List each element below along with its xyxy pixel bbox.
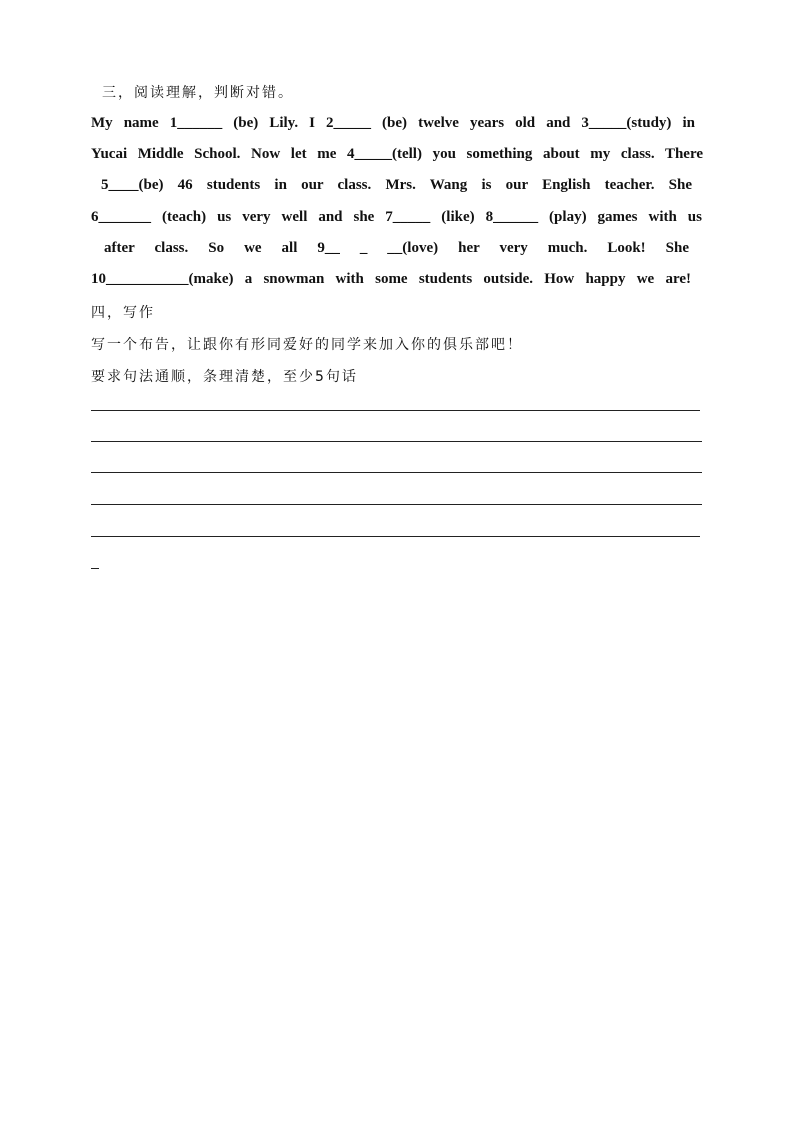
writing-line-end-mark [91,568,99,569]
passage-line-6: 10___________(make) a snowman with some students outside. How happy we are! [91,271,691,287]
section-4-heading: 四，写作 [91,305,155,321]
writing-line-1[interactable] [91,410,700,411]
writing-line-4[interactable] [91,504,702,505]
section-3-heading: 三，阅读理解，判断对错。 [102,85,294,101]
writing-line-2[interactable] [91,441,702,442]
writing-line-5[interactable] [91,536,700,537]
writing-line-3[interactable] [91,472,702,473]
writing-prompt: 写一个布告，让跟你有形同爱好的同学来加入你的俱乐部吧！ [91,337,523,353]
passage-line-1: My name 1______ (be) Lily. I 2_____ (be) twelve years old and 3_____(study) in [91,115,695,131]
passage-line-5: after class. So we all 9__ _ __(love) her very much. Look! She [104,240,689,256]
passage-line-2: Yucai Middle School. Now let me 4_____(tell) you something about my class. There [91,146,703,162]
passage-line-4: 6_______ (teach) us very well and she 7_____ (like) 8______ (play) games with us [91,209,702,225]
passage-line-3: 5____(be) 46 students in our class. Mrs. Wang is our English teacher. She [101,177,692,193]
writing-requirement: 要求句法通顺，条理清楚，至少5句话 [91,369,358,385]
